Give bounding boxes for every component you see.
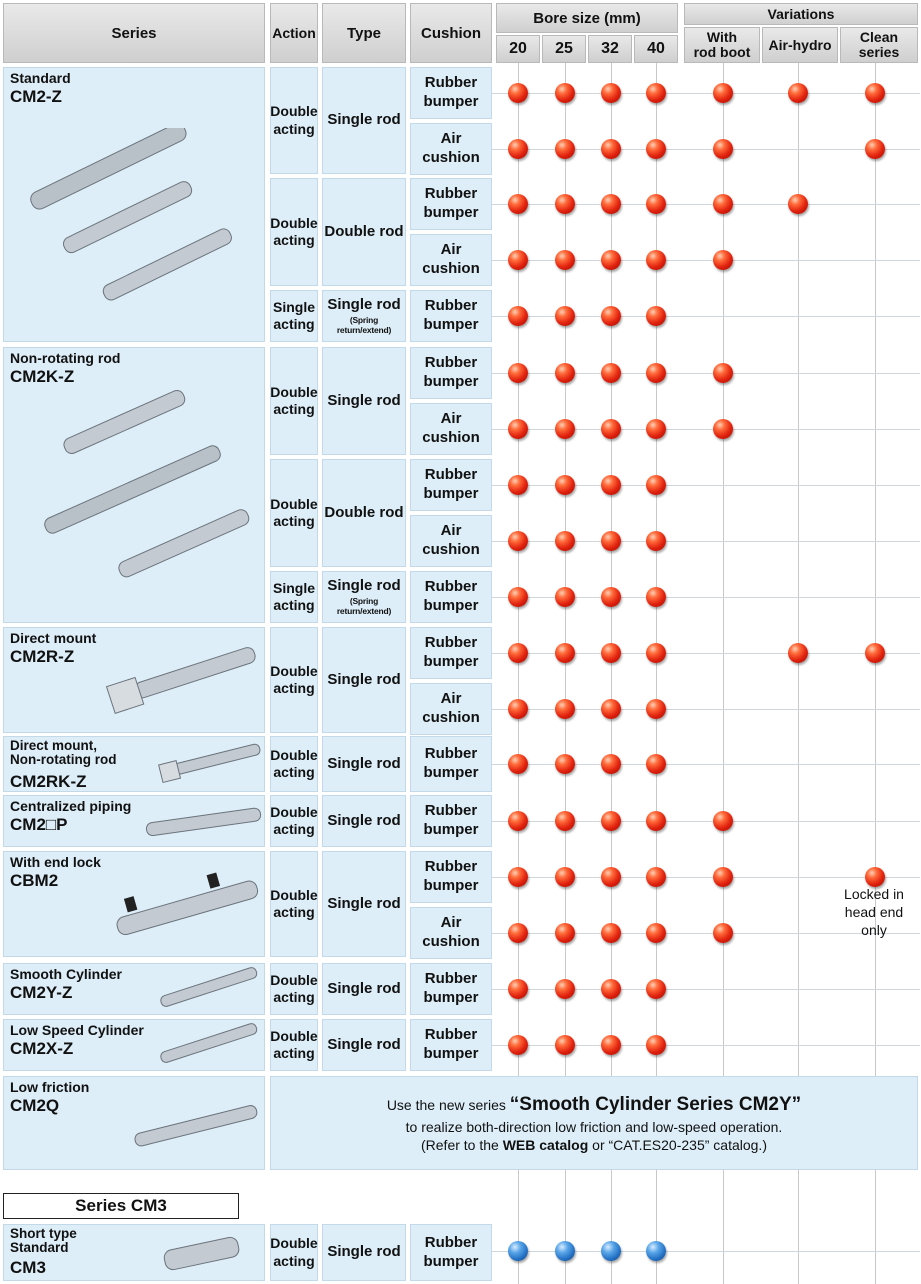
cylinder-image — [144, 1225, 264, 1280]
cushion-cell: Rubber bumper — [410, 963, 492, 1015]
availability-dot — [508, 811, 528, 831]
availability-dot — [508, 587, 528, 607]
availability-dot — [601, 1035, 621, 1055]
series-name: Low friction — [10, 1079, 90, 1095]
availability-dot — [508, 867, 528, 887]
series-code: CM2Y-Z — [10, 983, 73, 1002]
availability-dot — [646, 139, 666, 159]
availability-dot — [646, 83, 666, 103]
action-cell: Double acting — [270, 347, 318, 455]
series-name: With end lock — [10, 854, 101, 870]
cm2q-line2: to realize both-direction low friction and low-speed operation. — [405, 1118, 783, 1135]
cylinder-image — [94, 856, 264, 954]
availability-dot — [646, 1035, 666, 1055]
availability-dot — [646, 363, 666, 383]
availability-dot — [508, 979, 528, 999]
series-centralized-piping-cm2p — [3, 795, 265, 847]
series-standard-cm2-z — [3, 67, 265, 342]
cylinder-image — [134, 798, 264, 846]
type-cell: Single rod — [322, 795, 406, 847]
type-cell: Single rod — [322, 1224, 406, 1281]
variation-dot — [713, 419, 733, 439]
availability-dot — [508, 250, 528, 270]
cylinder-image — [114, 1089, 264, 1167]
type-cell: Double rod — [322, 178, 406, 286]
cushion-cell: Rubber bumper — [410, 67, 492, 119]
series-code: CBM2 — [10, 871, 59, 890]
action-cell: Double acting — [270, 1019, 318, 1071]
availability-dot — [646, 531, 666, 551]
variation-dot — [788, 643, 808, 663]
availability-dot — [646, 194, 666, 214]
availability-dot — [646, 250, 666, 270]
cushion-cell: Air cushion — [410, 907, 492, 959]
type-label: Single rod — [327, 296, 401, 313]
action-cell: Double acting — [270, 795, 318, 847]
variation-dot — [713, 923, 733, 943]
availability-dot — [601, 1241, 621, 1261]
cm2q-line3-a: (Refer to the — [421, 1136, 503, 1153]
series-name: Direct mount, Non-rotating rod — [10, 738, 117, 768]
cylinder-image — [144, 739, 264, 791]
availability-dot — [601, 754, 621, 774]
series-direct-mount-cm2r-z — [3, 627, 265, 733]
variation-dot — [788, 194, 808, 214]
cm2q-highlight: “Smooth Cylinder Series CM2Y” — [509, 1094, 802, 1115]
cm2q-line1 — [271, 1093, 917, 1118]
availability-dot — [646, 475, 666, 495]
availability-dot — [601, 699, 621, 719]
availability-dot — [601, 867, 621, 887]
availability-dot — [601, 979, 621, 999]
series-code: CM2RK-Z — [10, 772, 87, 791]
availability-dot — [601, 250, 621, 270]
action-cell: Double acting — [270, 459, 318, 567]
availability-dot — [508, 363, 528, 383]
availability-dot — [601, 923, 621, 943]
type-cell: Single rod — [322, 347, 406, 455]
series-code: CM2R-Z — [10, 647, 75, 666]
series-name: Centralized piping — [10, 798, 132, 814]
availability-dot — [555, 867, 575, 887]
availability-dot — [555, 754, 575, 774]
header-variations: Variations — [684, 3, 918, 25]
variation-dot — [713, 194, 733, 214]
cushion-cell: Air cushion — [410, 683, 492, 735]
header-bore-20: 20 — [496, 35, 540, 63]
cushion-cell: Rubber bumper — [410, 736, 492, 792]
series-code: CM2X-Z — [10, 1039, 74, 1058]
type-cell — [322, 571, 406, 623]
availability-dot — [601, 306, 621, 326]
action-cell: Double acting — [270, 178, 318, 286]
availability-dot — [508, 1035, 528, 1055]
locked-note: Locked in head end only — [844, 886, 904, 939]
availability-dot — [555, 363, 575, 383]
availability-dot — [555, 923, 575, 943]
action-cell: Double acting — [270, 963, 318, 1015]
availability-dot — [646, 699, 666, 719]
action-cell: Double acting — [270, 1224, 318, 1281]
cylinder-image — [24, 128, 264, 338]
action-cell: Single acting — [270, 290, 318, 342]
type-cell: Single rod — [322, 736, 406, 792]
action-cell: Double acting — [270, 67, 318, 174]
series-low-speed-cylinder-cm2x-z — [3, 1019, 265, 1071]
availability-dot — [601, 139, 621, 159]
availability-dot — [646, 587, 666, 607]
type-cell: Double rod — [322, 459, 406, 567]
cushion-cell: Rubber bumper — [410, 851, 492, 903]
type-note: (Spring return/extend) — [336, 595, 392, 617]
availability-dot — [555, 1241, 575, 1261]
series-code: CM2K-Z — [10, 367, 75, 386]
availability-dot — [508, 419, 528, 439]
action-cell: Double acting — [270, 851, 318, 957]
variation-dot — [713, 363, 733, 383]
availability-dot — [508, 475, 528, 495]
variation-dot — [865, 643, 885, 663]
type-cell: Single rod — [322, 1019, 406, 1071]
header-bore-40: 40 — [634, 35, 678, 63]
series-name: Direct mount — [10, 630, 97, 646]
action-cell: Double acting — [270, 736, 318, 792]
cm2q-line3 — [271, 1136, 917, 1154]
series-name: Low Speed Cylinder — [10, 1022, 144, 1038]
availability-dot — [646, 419, 666, 439]
cushion-cell: Rubber bumper — [410, 571, 492, 623]
cushion-cell: Rubber bumper — [410, 459, 492, 511]
header-type: Type — [322, 3, 406, 63]
cm2q-lead: Use the new series — [386, 1097, 510, 1113]
series-short-type-cm3 — [3, 1224, 265, 1281]
availability-dot — [646, 923, 666, 943]
cushion-cell: Air cushion — [410, 515, 492, 567]
variation-dot — [713, 250, 733, 270]
availability-dot — [508, 139, 528, 159]
series-low-friction-cm2q — [3, 1076, 265, 1170]
variation-dot — [865, 83, 885, 103]
availability-dot — [508, 754, 528, 774]
cushion-cell: Rubber bumper — [410, 1224, 492, 1281]
availability-dot — [601, 194, 621, 214]
availability-dot — [646, 979, 666, 999]
availability-dot — [646, 811, 666, 831]
action-cell: Double acting — [270, 627, 318, 733]
availability-dot — [508, 1241, 528, 1261]
series-cm3-title: Series CM3 — [3, 1193, 239, 1219]
cushion-cell: Rubber bumper — [410, 347, 492, 399]
series-smooth-cylinder-cm2y-z — [3, 963, 265, 1015]
type-cell: Single rod — [322, 963, 406, 1015]
cushion-cell: Air cushion — [410, 234, 492, 286]
header-cushion: Cushion — [410, 3, 492, 63]
series-non-rotating-cm2k-z — [3, 347, 265, 623]
variation-dot — [865, 867, 885, 887]
availability-dot — [508, 643, 528, 663]
availability-dot — [601, 419, 621, 439]
series-with-end-lock-cbm2 — [3, 851, 265, 957]
header-clean-series: Clean series — [840, 27, 918, 63]
availability-dot — [555, 587, 575, 607]
variation-dot — [713, 139, 733, 159]
header-air-hydro: Air-hydro — [762, 27, 838, 63]
series-code: CM2Q — [10, 1096, 60, 1115]
availability-dot — [508, 83, 528, 103]
cushion-cell: Rubber bumper — [410, 178, 492, 230]
series-code: CM2-Z — [10, 87, 62, 106]
cylinder-image — [139, 1020, 264, 1070]
variation-dot — [788, 83, 808, 103]
availability-dot — [601, 475, 621, 495]
availability-dot — [601, 587, 621, 607]
availability-dot — [646, 867, 666, 887]
availability-dot — [555, 1035, 575, 1055]
availability-dot — [508, 306, 528, 326]
web-catalog-link: WEB catalog — [502, 1136, 589, 1153]
header-bore-32: 32 — [588, 35, 632, 63]
availability-dot — [555, 139, 575, 159]
variation-dot — [713, 83, 733, 103]
availability-dot — [555, 419, 575, 439]
cushion-cell: Rubber bumper — [410, 627, 492, 679]
cushion-cell: Rubber bumper — [410, 290, 492, 342]
header-action: Action — [270, 3, 318, 63]
availability-dot — [508, 699, 528, 719]
series-name: Non-rotating rod — [10, 350, 121, 366]
availability-dot — [646, 1241, 666, 1261]
availability-dot — [601, 83, 621, 103]
header-bore-size: Bore size (mm) — [496, 3, 678, 33]
series-code: CM2□P — [10, 815, 68, 834]
cylinder-image — [139, 964, 264, 1014]
series-name: Standard — [10, 70, 71, 86]
cm2q-line3-c: or “CAT.ES20-235” catalog.) — [588, 1136, 767, 1153]
type-note: (Spring return/extend) — [336, 314, 392, 336]
series-name: Short type Standard — [10, 1226, 77, 1256]
series-name: Smooth Cylinder — [10, 966, 123, 982]
series-code: CM3 — [10, 1258, 46, 1277]
availability-dot — [646, 306, 666, 326]
header-bore-25: 25 — [542, 35, 586, 63]
availability-dot — [555, 643, 575, 663]
header-with-rod-boot: With rod boot — [684, 27, 760, 63]
availability-dot — [646, 643, 666, 663]
action-cell: Single acting — [270, 571, 318, 623]
type-cell — [322, 290, 406, 342]
variation-dot — [713, 867, 733, 887]
type-label: Single rod — [327, 577, 401, 594]
availability-dot — [555, 699, 575, 719]
series-direct-mount-non-rotating-cm2rk-z — [3, 736, 265, 792]
availability-dot — [555, 306, 575, 326]
availability-dot — [555, 194, 575, 214]
availability-dot — [601, 811, 621, 831]
availability-dot — [508, 194, 528, 214]
cylinder-image — [94, 630, 264, 730]
cushion-cell: Rubber bumper — [410, 1019, 492, 1071]
availability-dot — [601, 643, 621, 663]
type-cell: Single rod — [322, 67, 406, 174]
type-cell: Single rod — [322, 627, 406, 733]
availability-dot — [555, 475, 575, 495]
cushion-cell: Rubber bumper — [410, 795, 492, 847]
type-cell: Single rod — [322, 851, 406, 957]
availability-dot — [508, 531, 528, 551]
cylinder-image — [24, 388, 264, 618]
cushion-cell: Air cushion — [410, 403, 492, 455]
variation-dot — [865, 139, 885, 159]
availability-dot — [555, 979, 575, 999]
availability-dot — [555, 531, 575, 551]
header-series: Series — [3, 3, 265, 63]
availability-dot — [601, 531, 621, 551]
availability-dot — [601, 363, 621, 383]
cm2q-notice — [270, 1076, 918, 1170]
availability-dot — [555, 250, 575, 270]
availability-dot — [555, 83, 575, 103]
availability-dot — [646, 754, 666, 774]
availability-dot — [555, 811, 575, 831]
variation-dot — [713, 811, 733, 831]
availability-dot — [508, 923, 528, 943]
cushion-cell: Air cushion — [410, 123, 492, 175]
